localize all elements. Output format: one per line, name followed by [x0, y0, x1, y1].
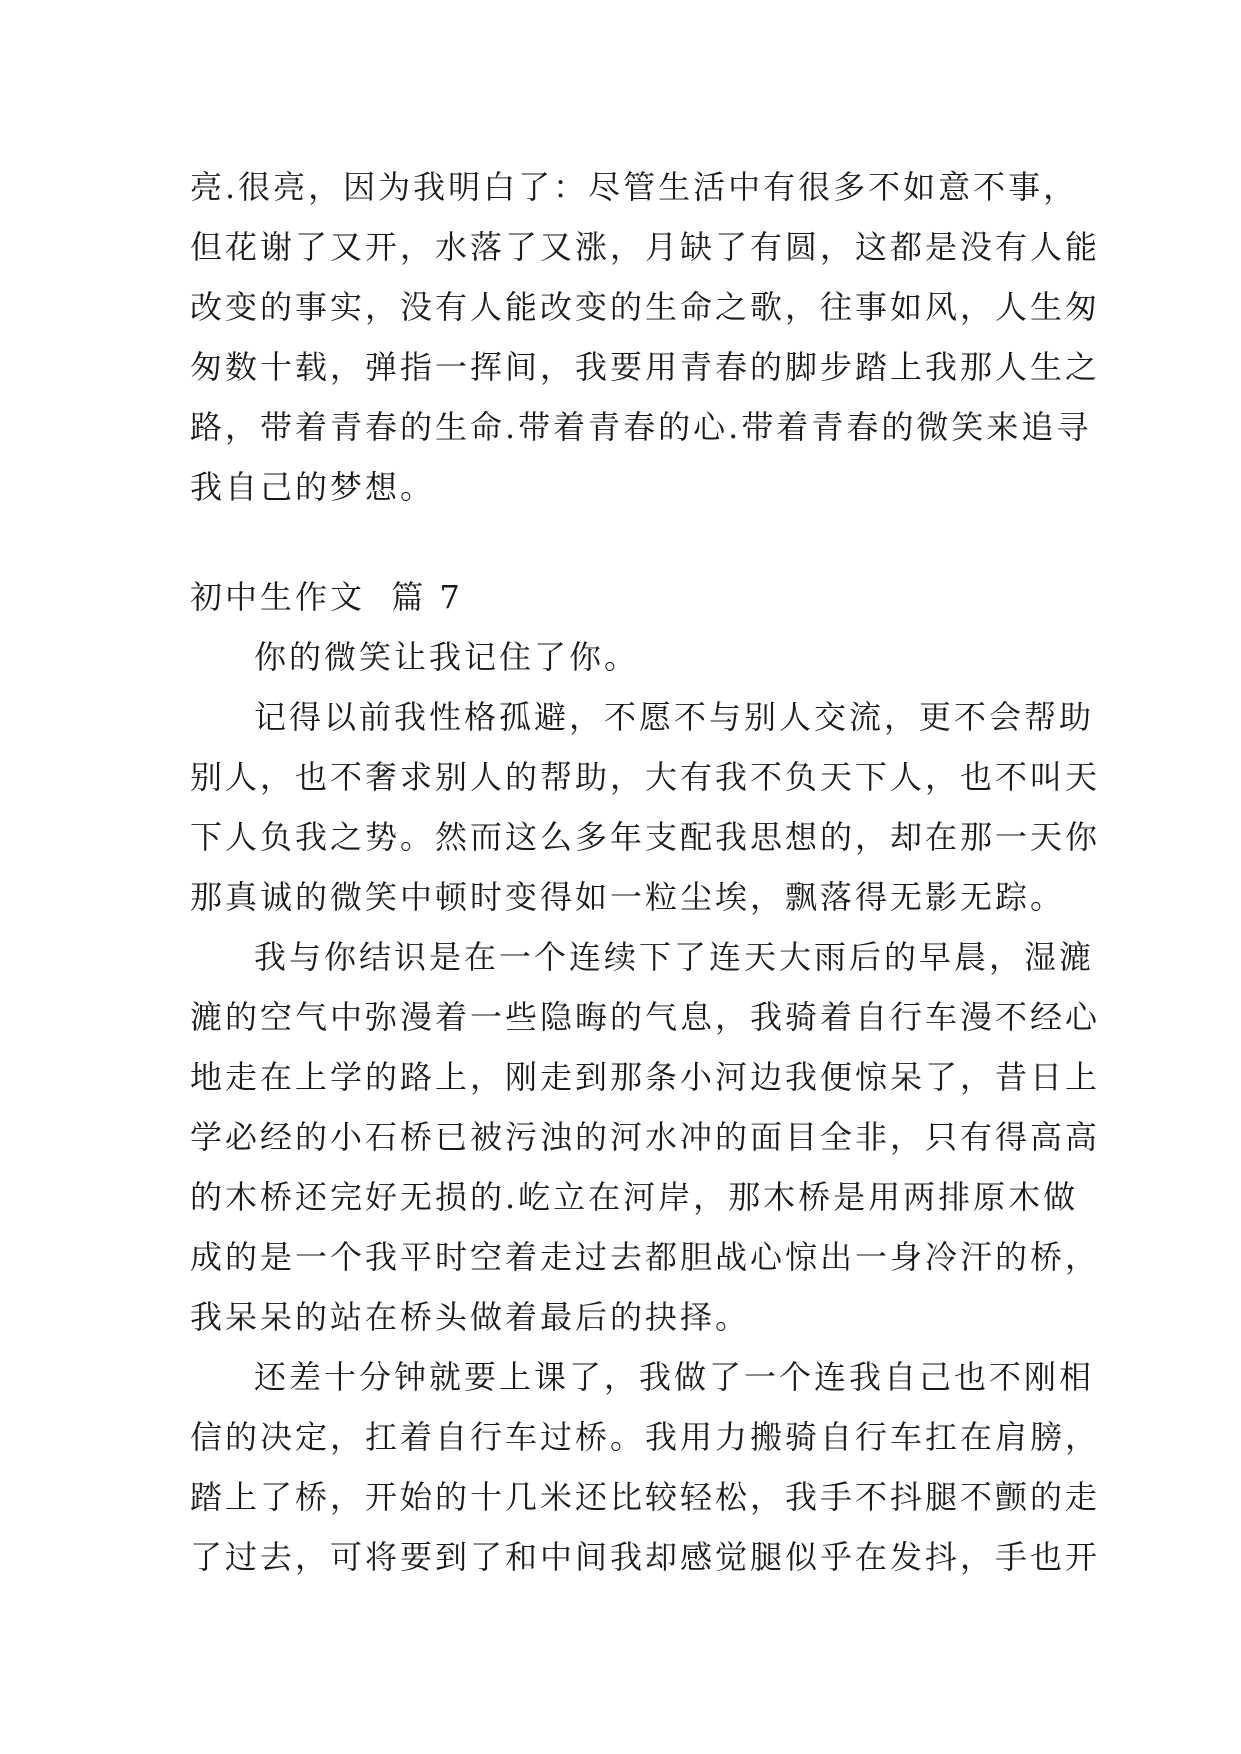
section-heading-block	[190, 567, 1060, 627]
text-line: 学必经的小石桥已被污浊的河水冲的面目全非，只有得高高	[190, 1118, 1101, 1156]
text-line: 但花谢了又开，水落了又涨，月缺了有圆，这都是没有人能	[190, 228, 1101, 266]
text-line: 了过去，可将要到了和中间我却感觉腿似乎在发抖，手也开	[190, 1538, 1101, 1576]
text-line: 改变的事实，没有人能改变的生命之歌，往事如风，人生匆	[190, 288, 1101, 326]
text-line: 匆数十载，弹指一挥间，我要用青春的脚步踏上我那人生之	[190, 348, 1101, 386]
text-line: 地走在上学的路上，刚走到那条小河边我便惊呆了，昔日上	[190, 1058, 1101, 1096]
text-line: 亮.很亮，因为我明白了：尽管生活中有很多不如意不事，	[190, 168, 1079, 206]
essay-body	[190, 627, 1101, 1587]
text-line: 我自己的梦想。	[190, 468, 436, 506]
text-line: 我呆呆的站在桥头做着最后的抉择。	[190, 1298, 751, 1336]
text-line: 下人负我之势。然而这么多年支配我思想的，却在那一天你	[190, 818, 1101, 856]
text-line: 的木桥还完好无损的.屹立在河岸，那木桥是用两排原木做	[190, 1178, 1079, 1216]
essay-paragraph-3	[190, 927, 1101, 1347]
text-line: 信的决定，扛着自行车过桥。我用力搬骑自行车扛在肩膀，	[190, 1418, 1101, 1456]
text-line: 别人，也不奢求别人的帮助，大有我不负天下人，也不叫天	[190, 758, 1101, 796]
intro-paragraph	[190, 157, 1101, 517]
text-line: 你的微笑让我记住了你。	[254, 638, 640, 676]
section-heading: 初中生作文 篇 7	[190, 578, 463, 616]
text-line: 漉的空气中弥漫着一些隐晦的气息，我骑着自行车漫不经心	[190, 998, 1101, 1036]
text-line: 成的是一个我平时空着走过去都胆战心惊出一身冷汗的桥，	[190, 1238, 1101, 1276]
text-line: 还差十分钟就要上课了，我做了一个连我自己也不刚相	[254, 1358, 1095, 1396]
text-line: 那真诚的微笑中顿时变得如一粒尘埃，飘落得无影无踪。	[190, 878, 1066, 916]
text-line: 路，带着青春的生命.带着青春的心.带着青春的微笑来追寻	[190, 408, 1092, 446]
text-line: 踏上了桥，开始的十几米还比较轻松，我手不抖腿不颤的走	[190, 1478, 1101, 1516]
essay-paragraph-2	[190, 687, 1101, 927]
essay-paragraph-1	[190, 627, 1060, 687]
text-line: 记得以前我性格孤避，不愿不与别人交流，更不会帮助	[254, 698, 1095, 736]
text-line: 我与你结识是在一个连续下了连天大雨后的早晨，湿漉	[254, 938, 1095, 976]
essay-paragraph-4	[190, 1347, 1101, 1587]
